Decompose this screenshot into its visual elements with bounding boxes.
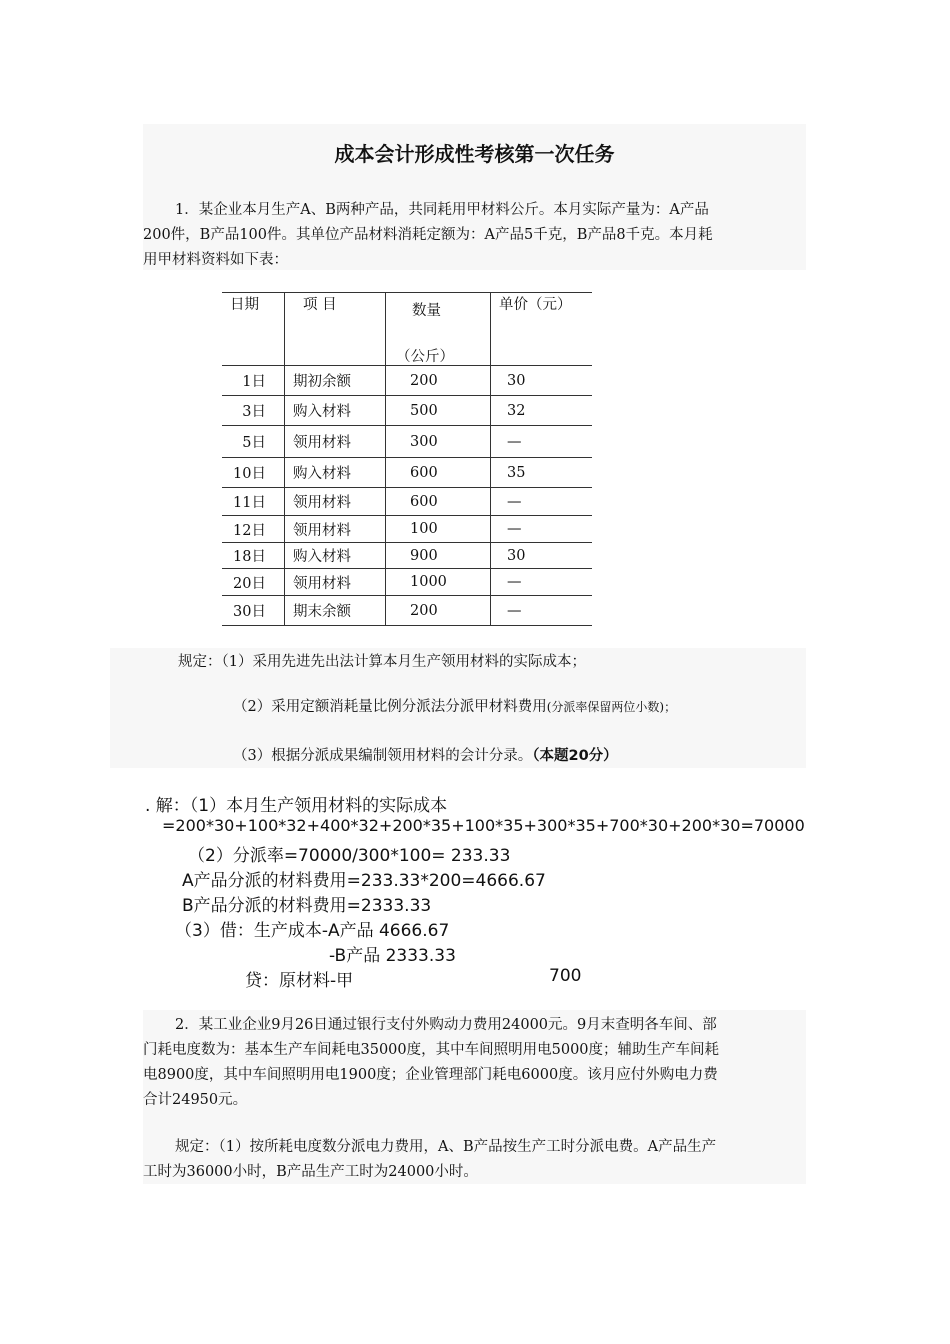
solution-line-6: （3）借：生产成本-A产品 4666.67 — [175, 921, 450, 941]
cell-qty: 600 — [386, 488, 491, 516]
cell-qty: 900 — [386, 543, 491, 569]
rule-2 — [233, 695, 676, 720]
rule-2-note: (分派率保留两位小数)； — [546, 700, 677, 714]
table-row — [222, 516, 592, 543]
solution-line-3: （2）分派率=70000/300*100= 233.33 — [188, 846, 511, 866]
cell-price: 30 — [491, 543, 593, 569]
q1-line-1: 1．某企业本月生产A、B两种产品，共同耗用甲材料公斤。本月实际产量为：A产品 — [175, 202, 709, 218]
table-row — [222, 596, 592, 626]
solution-line-8-value: 700 — [549, 966, 582, 986]
cell-date: 20日 — [222, 569, 285, 596]
material-table — [222, 292, 592, 626]
cell-date: 5日 — [222, 426, 285, 458]
q1-line-2: 200件，B产品100件。其单位产品材料消耗定额为：A产品5千克，B产品8千克。本月耗 — [143, 227, 713, 243]
cell-price: 30 — [491, 366, 593, 396]
cell-item: 领用材料 — [285, 488, 386, 516]
q2-rule-line-2: 工时为36000小时，B产品生产工时为24000小时。 — [143, 1164, 478, 1180]
cell-item: 购入材料 — [285, 458, 386, 488]
table-body — [222, 366, 592, 626]
solution-line-2: =200*30+100*32+400*32+200*35+100*35+300*35+700*30+200*30=70000 — [162, 816, 805, 835]
header-qty-unit: （公斤） — [396, 349, 454, 365]
cell-date: 1日 — [222, 366, 285, 396]
cell-date: 30日 — [222, 596, 285, 626]
rule-1: 规定：（1）采用先进先出法计算本月生产领用材料的实际成本； — [178, 654, 586, 670]
q2-rule-line-1: 规定：（1）按所耗电度数分派电力费用，A、B产品按生产工时分派电费。A产品生产 — [175, 1139, 717, 1155]
table-header-row — [222, 293, 592, 366]
solution-line-1: . 解：（1）本月生产领用材料的实际成本 — [145, 796, 448, 816]
rule-2-main: （2）采用定额消耗量比例分派法分派甲材料费用 — [233, 699, 547, 715]
cell-date: 11日 — [222, 488, 285, 516]
page-title: 成本会计形成性考核第一次任务 — [334, 142, 615, 166]
header-price: 单价（元） — [491, 293, 593, 366]
table-row — [222, 366, 592, 396]
cell-price: — — [491, 426, 593, 458]
header-item: 项 目 — [285, 293, 386, 366]
q2-line-4: 合计24950元。 — [143, 1092, 248, 1108]
cell-date: 18日 — [222, 543, 285, 569]
cell-price: — — [491, 569, 593, 596]
solution-line-8-label: 贷：原材料-甲 — [245, 971, 354, 991]
table-row — [222, 458, 592, 488]
cell-item: 领用材料 — [285, 426, 386, 458]
table-row — [222, 396, 592, 426]
table-row — [222, 569, 592, 596]
solution-line-4: A产品分派的材料费用=233.33*200=4666.67 — [182, 871, 546, 891]
header-date: 日期 — [222, 293, 285, 366]
cell-qty: 500 — [386, 396, 491, 426]
cell-item: 购入材料 — [285, 396, 386, 426]
cell-date: 12日 — [222, 516, 285, 543]
q2-line-1: 2．某工业企业9月26日通过银行支付外购动力费用24000元。9月末查明各车间、部 — [175, 1017, 717, 1033]
table-row — [222, 426, 592, 458]
cell-date: 3日 — [222, 396, 285, 426]
cell-item: 期末余额 — [285, 596, 386, 626]
rule-3 — [233, 744, 618, 769]
cell-price: 35 — [491, 458, 593, 488]
cell-item: 领用材料 — [285, 569, 386, 596]
cell-item: 领用材料 — [285, 516, 386, 543]
rule-3-main: （3）根据分派成果编制领用材料的会计分录。 — [233, 748, 533, 764]
cell-qty: 200 — [386, 596, 491, 626]
solution-line-7: -B产品 2333.33 — [329, 946, 456, 966]
cell-price: — — [491, 488, 593, 516]
cell-price: — — [491, 596, 593, 626]
q2-line-2: 门耗电度数为：基本生产车间耗电35000度，其中车间照明用电5000度；辅助生产车间耗 — [143, 1042, 720, 1058]
rule-3-score: （本题20分） — [532, 748, 618, 764]
cell-item: 期初余额 — [285, 366, 386, 396]
cell-date: 10日 — [222, 458, 285, 488]
header-qty — [386, 293, 491, 366]
cell-qty: 1000 — [386, 569, 491, 596]
cell-price: — — [491, 516, 593, 543]
cell-item: 购入材料 — [285, 543, 386, 569]
table-row — [222, 543, 592, 569]
header-qty-label: 数量 — [412, 303, 441, 319]
q1-line-3: 用甲材料资料如下表： — [143, 252, 288, 268]
q2-line-3: 电8900度，其中车间照明用电1900度；企业管理部门耗电6000度。该月应付外购电力费 — [143, 1067, 718, 1083]
cell-qty: 600 — [386, 458, 491, 488]
cell-price: 32 — [491, 396, 593, 426]
cell-qty: 200 — [386, 366, 491, 396]
table-row — [222, 488, 592, 516]
cell-qty: 100 — [386, 516, 491, 543]
cell-qty: 300 — [386, 426, 491, 458]
solution-line-5: B产品分派的材料费用=2333.33 — [182, 896, 432, 916]
